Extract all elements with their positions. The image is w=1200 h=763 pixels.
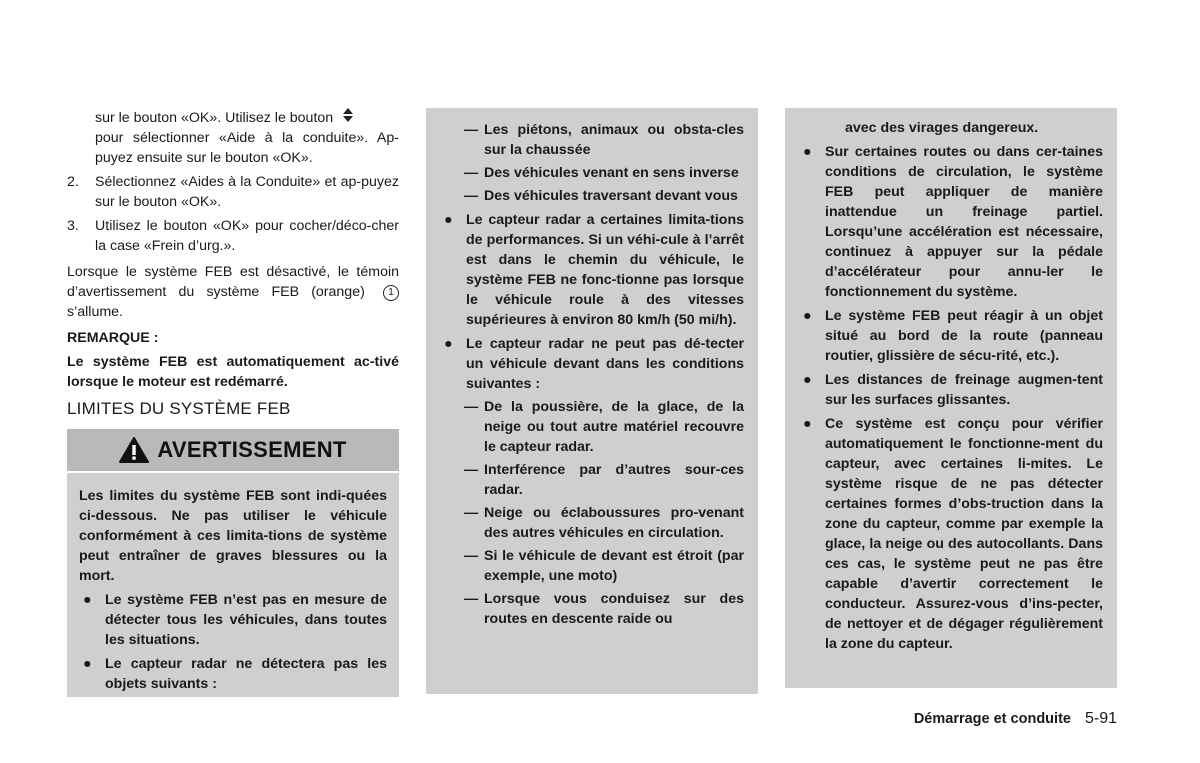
warning-header <box>67 429 399 473</box>
dash-icon: — <box>464 548 479 564</box>
list-item <box>464 589 744 629</box>
list-item <box>464 460 744 500</box>
bullet-icon: ● <box>83 656 92 673</box>
list-item <box>464 503 744 543</box>
warning-box <box>67 429 399 697</box>
bullet-icon: ● <box>444 336 453 352</box>
dash-icon: — <box>464 462 479 478</box>
remark-label: REMARQUE : <box>67 330 159 347</box>
warning-triangle-icon <box>119 437 149 463</box>
continued-text <box>95 108 399 128</box>
step-number: 3. <box>67 218 79 235</box>
dash-icon: — <box>464 591 479 607</box>
bullet-icon: ● <box>803 372 812 388</box>
list-item-text: De la poussière, de la glace, de la neige ou tout autre matériel recouvre le capteur radar. <box>484 399 744 455</box>
dash-icon: — <box>464 165 479 181</box>
list-item-text: Le capteur radar a certaines limita-tions de performances. Si un véhi-cule à l’arrêt est dans le chemin du véhicule, le système FEB ne fonc-tionne pas lorsque le véhicule roule à des vitesses supérieures à environ 80 km/h (50 mi/h). <box>466 212 744 328</box>
up-down-arrows-icon <box>343 108 353 128</box>
bullet-icon: ● <box>444 212 453 228</box>
bullet-icon: ● <box>83 592 92 609</box>
continued-line-1: sur le bouton «OK». Utilisez le bouton <box>95 110 334 126</box>
list-item-text: Les distances de freinage augmen-tent sur les surfaces glissantes. <box>825 372 1103 408</box>
left-column <box>67 108 399 697</box>
list-item-text: Sur certaines routes ou dans cer-taines conditions de circulation, le système FEB peut appliquer de manière inattendue un freinage partiel. Lorsqu’une accélération est nécessaire, continuez à appuyer sur la pédale d’accélérateur pour annu-ler le fonctionnement du système. <box>825 144 1103 300</box>
list-item-text: Le capteur radar ne détectera pas les objets suivants : <box>105 656 387 693</box>
callout-number-icon: 1 <box>383 285 399 301</box>
step-number: 2. <box>67 174 79 191</box>
list-item <box>436 334 744 394</box>
list-item-text: Lorsque vous conduisez sur des routes en descente raide ou <box>484 591 744 627</box>
list-item-text: Le système FEB peut réagir à un objet situé au bord de la route (panneau routier, glissière de sécu-rité, etc.). <box>825 308 1103 364</box>
list-item-text: Neige ou éclaboussures pro-venant des autres véhicules en circulation. <box>484 505 744 541</box>
section-title: LIMITES DU SYSTÈME FEB <box>67 399 291 419</box>
bullet-icon: ● <box>803 308 812 324</box>
warning-body <box>67 473 399 694</box>
footer-section-title: Démarrage et conduite <box>913 711 1071 727</box>
list-item <box>795 414 1103 654</box>
warning-intro: Les limites du système FEB sont indi-quées ci-dessous. Ne pas utiliser le véhicule conformément à ces limita-tions de système peut entraîner de graves blessures ou la mort. <box>79 488 387 585</box>
paragraph-text: Lorsque le système FEB est désactivé, le témoin d’avertissement du système FEB (orange) <box>67 264 399 301</box>
list-item <box>464 397 744 457</box>
list-item <box>464 186 744 206</box>
remark-text: Le système FEB est automatiquement ac-tivé lorsque le moteur est redémarré. <box>67 354 399 391</box>
list-item-text: Le système FEB n’est pas en mesure de détecter tous les véhicules, dans toutes les situations. <box>105 592 387 649</box>
list-item-text: Des véhicules traversant devant vous <box>484 188 738 204</box>
continued-text: avec des virages dangereux. <box>845 120 1039 136</box>
bullet-icon: ● <box>803 144 812 160</box>
list-item <box>464 120 744 160</box>
list-item-text: Les piétons, animaux ou obsta-cles sur la chaussée <box>484 122 744 158</box>
list-item <box>795 370 1103 410</box>
step-text: Utilisez le bouton «OK» pour cocher/déco-cher la case «Frein d’urg.». <box>95 218 399 255</box>
list-item-text: Ce système est conçu pour vérifier automatiquement le fonctionne-ment du capteur, avec certaines li-mites. Le système risque de ne pas détecter certaines formes d’obs-truction dans la zone du capteur, comme par exemple la glace, la neige ou des autocollants. Dans ces cas, le système peut ne pas être capable d’avertir correctement le conducteur. Assurez-vous d’ins-pecter, de nettoyer et de dégager régulièrement la zone du capteur. <box>825 416 1103 652</box>
list-item <box>464 546 744 586</box>
warning-title: AVERTISSEMENT <box>157 437 347 463</box>
list-item <box>79 590 387 650</box>
feb-disabled-paragraph <box>67 262 399 322</box>
list-item-text: Si le véhicule de devant est étroit (par exemple, une moto) <box>484 548 744 584</box>
dash-icon: — <box>464 122 479 138</box>
list-item-text: Des véhicules venant en sens inverse <box>484 165 739 181</box>
page-footer <box>914 710 1117 728</box>
step-text: Sélectionnez «Aides à la Conduite» et ap-puyez sur le bouton «OK». <box>95 174 399 211</box>
dash-icon: — <box>464 188 479 204</box>
list-item <box>79 654 387 694</box>
dash-icon: — <box>464 399 479 415</box>
list-item <box>795 142 1103 302</box>
middle-column <box>426 108 758 694</box>
page-number: 5-91 <box>1084 710 1117 727</box>
list-item-text: Le capteur radar ne peut pas dé-tecter un véhicule devant dans les conditions suivantes : <box>466 336 744 392</box>
paragraph-text-end: s’allume. <box>67 304 123 321</box>
right-column <box>785 108 1117 688</box>
dash-icon: — <box>464 505 479 521</box>
list-item-text: Interférence par d’autres sour-ces radar. <box>484 462 744 498</box>
list-item <box>795 306 1103 366</box>
continued-line-2: pour sélectionner «Aide à la conduite». Ap-puyez ensuite sur le bouton «OK». <box>95 130 399 167</box>
step-2 <box>67 172 399 212</box>
list-item <box>464 163 744 183</box>
bullet-icon: ● <box>803 416 812 432</box>
list-item <box>436 210 744 330</box>
step-3 <box>67 216 399 256</box>
